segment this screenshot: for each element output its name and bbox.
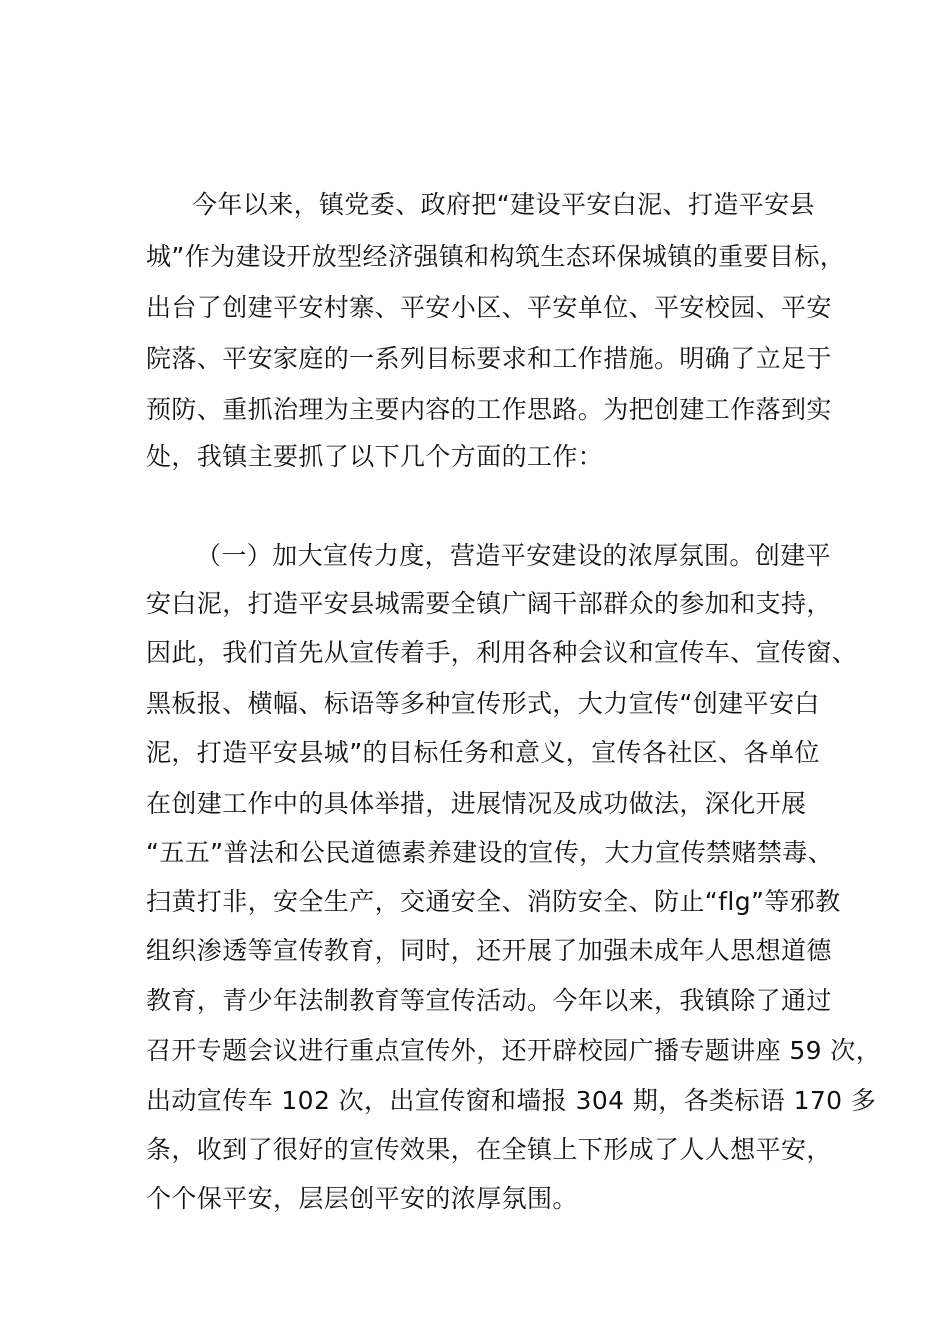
paragraph-line: 组织渗透等宣传教育，同时，还开展了加强未成年人思想道德	[146, 936, 832, 965]
paragraph-line: （一）加大宣传力度，营造平安建设的浓厚氛围。创建平	[196, 541, 832, 570]
paragraph-line: 在创建工作中的具体举措，进展情况及成功做法，深化开展	[146, 789, 807, 818]
paragraph-line: 泥，打造平安县城”的目标任务和意义，宣传各社区、各单位	[146, 738, 820, 767]
paragraph-line: 出台了创建平安村寨、平安小区、平安单位、平安校园、平安	[146, 293, 832, 322]
paragraph-line: 出动宣传车 102 次，出宣传窗和墙报 304 期，各类标语 170 多	[146, 1086, 877, 1115]
paragraph-line: 个个保平安，层层创平安的浓厚氛围。	[146, 1184, 578, 1213]
paragraph-line: “五五”普法和公民道德素养建设的宣传，大力宣传禁赌禁毒、	[146, 838, 834, 867]
paragraph-line: 黑板报、横幅、标语等多种宣传形式，大力宣传“创建平安白	[146, 689, 820, 718]
paragraph-line: 预防、重抓治理为主要内容的工作思路。为把创建工作落到实	[146, 395, 832, 424]
paragraph-line: 城”作为建设开放型经济强镇和构筑生态环保城镇的重要目标，	[146, 242, 846, 271]
paragraph-line: 召开专题会议进行重点宣传外，还开辟校园广播专题讲座 59 次，	[146, 1036, 882, 1065]
paragraph-line: 因此，我们首先从宣传着手，利用各种会议和宣传车、宣传窗、	[146, 638, 858, 667]
paragraph-line: 教育，青少年法制教育等宣传活动。今年以来，我镇除了通过	[146, 986, 832, 1015]
paragraph-line: 安白泥，打造平安县城需要全镇广阔干部群众的参加和支持，	[146, 589, 832, 618]
paragraph-line: 今年以来，镇党委、政府把“建设平安白泥、打造平安县	[192, 190, 815, 219]
paragraph-line: 院落、平安家庭的一系列目标要求和工作措施。明确了立足于	[146, 344, 832, 373]
paragraph-line: 扫黄打非，安全生产，交通安全、消防安全、防止“flg”等邪教	[146, 887, 841, 916]
paragraph-line: 条，收到了很好的宣传效果，在全镇上下形成了人人想平安，	[146, 1135, 832, 1164]
paragraph-line: 处，我镇主要抓了以下几个方面的工作：	[146, 442, 604, 471]
